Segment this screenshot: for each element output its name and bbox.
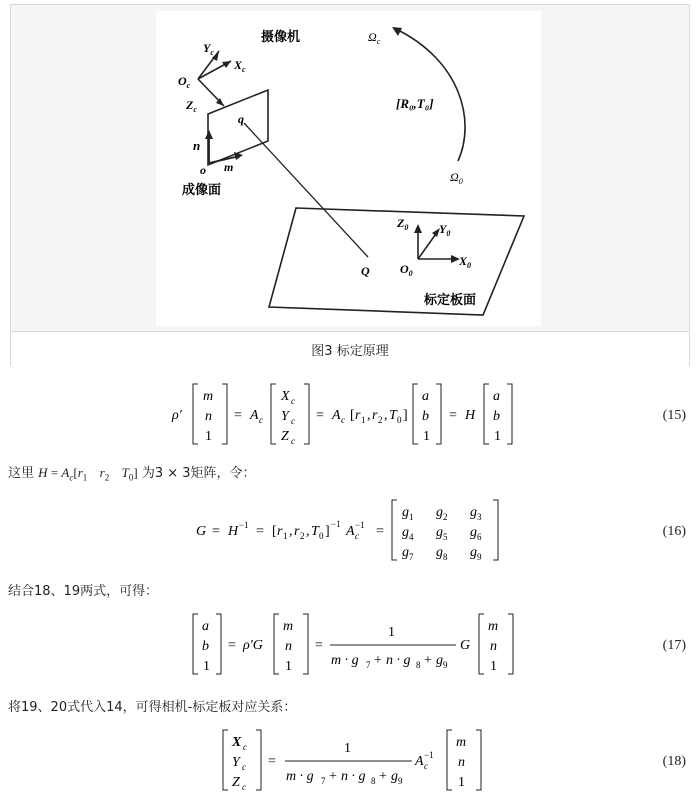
svg-text:4: 4: [409, 532, 414, 542]
svg-text:=: =: [449, 408, 457, 423]
svg-text:[: [: [350, 408, 355, 423]
svg-text:=: =: [228, 638, 236, 653]
rotation-arc: [396, 29, 465, 161]
svg-text:1: 1: [361, 415, 366, 425]
svg-text:1: 1: [203, 659, 210, 674]
text-line-3: 将19、20式代入14，可得相机-标定板对应关系：: [8, 700, 297, 715]
svg-text:g: g: [470, 525, 477, 540]
svg-text:0: 0: [397, 415, 402, 425]
svg-text:6: 6: [477, 532, 482, 542]
label-xc: $X_c$: [234, 58, 246, 74]
svg-text:=: =: [234, 408, 242, 423]
svg-text:b: b: [422, 409, 429, 424]
svg-text:7: 7: [321, 776, 326, 786]
svg-text:1: 1: [344, 741, 351, 756]
svg-text:X: X: [232, 735, 242, 750]
svg-text:+: +: [424, 653, 432, 668]
svg-text:]: ]: [403, 408, 408, 423]
label-omega-0: $\Omega_0$: [450, 170, 463, 186]
svg-text:Z: Z: [281, 429, 289, 444]
svg-text:0: 0: [319, 531, 324, 541]
svg-text:n · g: n · g: [341, 769, 366, 784]
svg-text:1: 1: [494, 429, 501, 444]
svg-text:Y: Y: [281, 409, 289, 424]
svg-text:n: n: [205, 409, 212, 424]
image-plane-label: 成像面: [182, 182, 222, 197]
svg-text:9: 9: [477, 552, 482, 562]
svg-text:n · g: n · g: [386, 653, 411, 668]
label-m: m: [224, 160, 234, 174]
svg-text:,: ,: [289, 524, 293, 539]
label-n: n: [193, 138, 201, 153]
label-omega-c: $\Omega_c$: [368, 30, 381, 46]
svg-text:g: g: [402, 505, 409, 520]
caption-title: 标定原理: [336, 343, 389, 359]
svg-text:=: =: [212, 524, 220, 539]
svg-text:c: c: [291, 396, 295, 406]
svg-text:−1: −1: [331, 519, 341, 529]
camera-label: 摄像机: [261, 29, 301, 44]
svg-text:=: =: [316, 408, 324, 423]
svg-text:a: a: [202, 619, 209, 634]
svg-text:g: g: [402, 545, 409, 560]
svg-text:m: m: [203, 389, 214, 404]
equation-15-math: [0, 378, 700, 450]
svg-text:ρ′: ρ′: [172, 408, 182, 423]
svg-text:r: r: [355, 408, 361, 423]
svg-text:c: c: [242, 762, 246, 772]
svg-text:8: 8: [416, 660, 421, 670]
label-r0t0: [R₀,T₀]: [396, 96, 434, 111]
svg-text:m · g: m · g: [286, 769, 314, 784]
svg-text:G: G: [196, 524, 207, 539]
svg-text:n: n: [458, 755, 465, 770]
equation-16: [0, 494, 700, 566]
svg-text:c: c: [243, 742, 247, 752]
svg-text:=: =: [315, 638, 323, 653]
svg-text:1: 1: [423, 429, 430, 444]
label-x0: $X_0$: [459, 254, 472, 270]
svg-text:−1: −1: [355, 520, 365, 530]
svg-text:1: 1: [283, 531, 288, 541]
svg-text:b: b: [202, 639, 209, 654]
svg-text:1: 1: [205, 429, 212, 444]
svg-text:1: 1: [458, 775, 465, 790]
svg-text:5: 5: [443, 532, 448, 542]
label-yc: $Y_c$: [203, 41, 214, 57]
svg-text:b: b: [493, 409, 500, 424]
svg-text:T: T: [311, 524, 319, 539]
svg-text:2: 2: [443, 512, 448, 522]
svg-text:Z: Z: [232, 775, 240, 790]
svg-text:g: g: [436, 505, 443, 520]
equation-17-number: (17): [662, 638, 686, 653]
svg-text:,: ,: [367, 408, 371, 423]
svg-text:c: c: [242, 782, 246, 792]
caption-number: 图3: [311, 343, 333, 359]
svg-text:+: +: [379, 769, 387, 784]
svg-text:A: A: [332, 408, 341, 423]
svg-text:c: c: [259, 415, 263, 425]
svg-text:a: a: [493, 389, 500, 404]
svg-text:g: g: [391, 769, 398, 784]
svg-text:n: n: [285, 639, 292, 654]
projection-ray: [244, 123, 368, 257]
svg-text:2: 2: [300, 531, 305, 541]
svg-text:−1: −1: [424, 750, 434, 760]
svg-text:c: c: [291, 416, 295, 426]
svg-text:n: n: [490, 639, 497, 654]
svg-text:[: [: [272, 524, 277, 539]
svg-text:c: c: [355, 531, 359, 541]
svg-text:8: 8: [443, 552, 448, 562]
figure-container: [10, 4, 690, 366]
svg-text:T: T: [389, 408, 397, 423]
svg-text:+: +: [374, 653, 382, 668]
svg-text:7: 7: [366, 660, 371, 670]
svg-text:g: g: [436, 525, 443, 540]
svg-text:m: m: [456, 735, 467, 750]
target-plane-label: 标定板面: [424, 292, 477, 307]
svg-text:1: 1: [409, 512, 414, 522]
label-zc: $Z_c$: [186, 98, 197, 114]
svg-text:7: 7: [409, 552, 414, 562]
text-line-1: 这里 $H = A_c[r_1$ $r_2$ $T_0$] 为3 × 3矩阵，令：: [8, 465, 256, 483]
svg-text:A: A: [415, 754, 424, 769]
svg-text:8: 8: [371, 776, 376, 786]
svg-text:1: 1: [490, 659, 497, 674]
svg-text:c: c: [424, 761, 428, 771]
label-oc: $O_c$: [178, 74, 191, 90]
svg-text:=: =: [268, 754, 276, 769]
label-Q: Q: [361, 264, 370, 278]
svg-text:g: g: [470, 545, 477, 560]
svg-text:9: 9: [398, 776, 403, 786]
svg-text:Y: Y: [232, 755, 240, 770]
svg-text:c: c: [341, 415, 345, 425]
label-o: o: [200, 163, 206, 177]
equation-17: [0, 608, 700, 682]
label-z0: $Z_0$: [397, 216, 409, 232]
svg-text:3: 3: [477, 512, 482, 522]
svg-text:+: +: [329, 769, 337, 784]
equation-18: [0, 724, 700, 798]
svg-text:g: g: [436, 653, 443, 668]
svg-text:1: 1: [285, 659, 292, 674]
text-line-1-prefix: 这里: [8, 466, 35, 481]
svg-text:r: r: [277, 524, 283, 539]
svg-text:,: ,: [306, 524, 310, 539]
svg-text:1: 1: [388, 625, 395, 640]
svg-text:A: A: [250, 408, 259, 423]
svg-text:9: 9: [443, 660, 448, 670]
svg-text:=: =: [376, 524, 384, 539]
svg-text:m: m: [488, 619, 499, 634]
svg-text:A: A: [346, 524, 355, 539]
svg-text:−1: −1: [239, 520, 249, 530]
equation-15: [0, 378, 700, 450]
svg-text:c: c: [291, 436, 295, 446]
svg-text:=: =: [256, 524, 264, 539]
equation-18-number: (18): [662, 754, 686, 769]
svg-text:G: G: [460, 638, 471, 653]
svg-text:a: a: [422, 389, 429, 404]
calibration-diagram: [156, 11, 541, 326]
label-o0: $O_0$: [400, 262, 413, 278]
svg-text:r: r: [372, 408, 378, 423]
svg-text:ρ′G: ρ′G: [243, 638, 263, 653]
svg-text:,: ,: [384, 408, 388, 423]
svg-text:r: r: [294, 524, 300, 539]
figure-caption: [11, 331, 689, 366]
svg-text:H: H: [228, 524, 239, 539]
inline-math-h: H: [38, 465, 48, 480]
svg-text:g: g: [436, 545, 443, 560]
svg-text:g: g: [402, 525, 409, 540]
equation-16-math: [0, 494, 700, 566]
equation-17-math: [0, 608, 700, 682]
label-q: q: [238, 112, 244, 126]
svg-text:g: g: [470, 505, 477, 520]
equation-18-math: [0, 724, 700, 798]
text-line-1-suffix: 为3 × 3矩阵，令：: [141, 466, 256, 481]
svg-text:m: m: [283, 619, 294, 634]
equation-15-number: (15): [662, 408, 686, 423]
svg-text:]: ]: [325, 524, 330, 539]
equation-16-number: (16): [662, 524, 686, 539]
label-y0: $Y_0$: [439, 222, 451, 238]
text-line-2: 结合18、19两式，可得：: [8, 584, 159, 599]
svg-text:2: 2: [378, 415, 383, 425]
svg-text:H: H: [465, 408, 476, 423]
svg-text:X: X: [281, 389, 290, 404]
svg-text:m · g: m · g: [331, 653, 359, 668]
